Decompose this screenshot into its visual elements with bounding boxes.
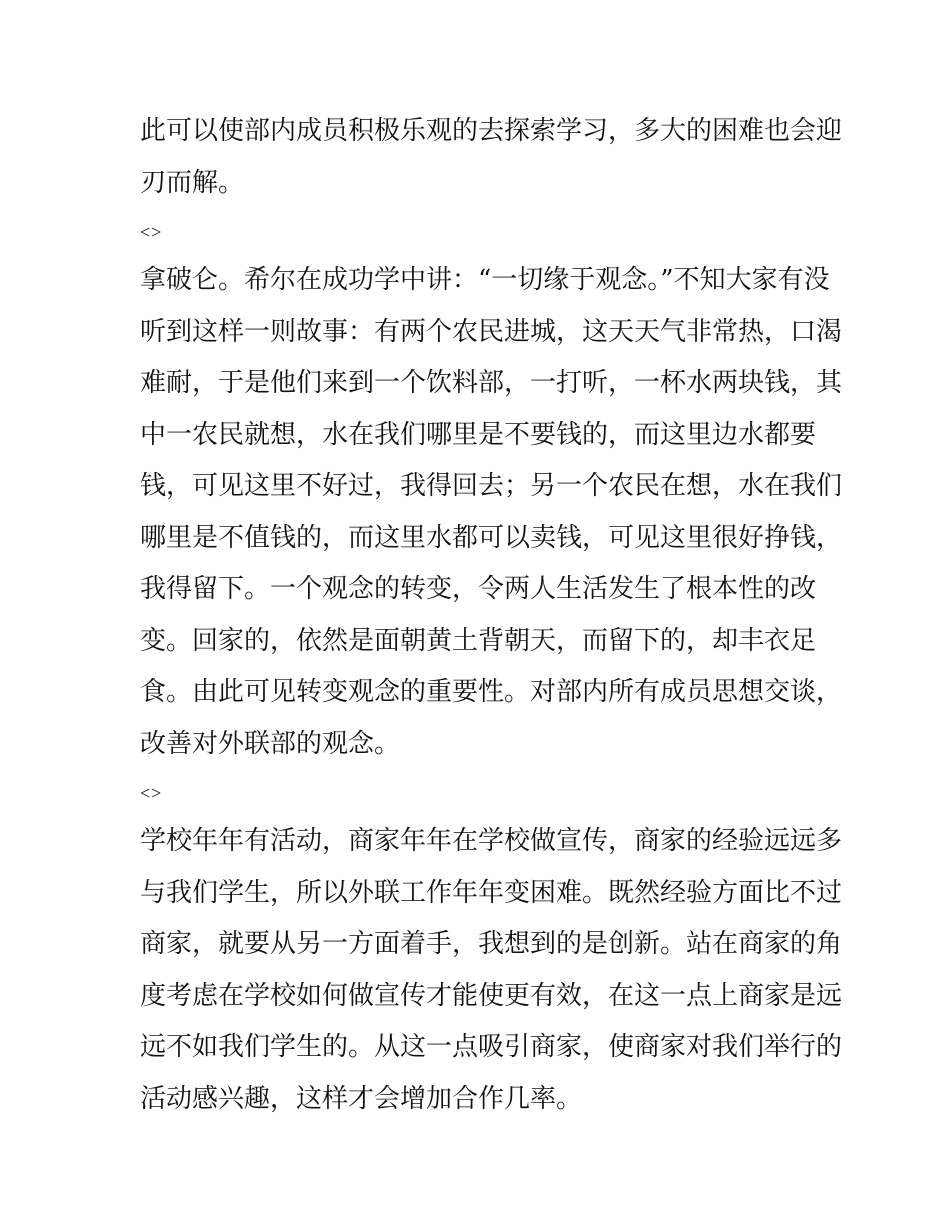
text-line: 拿破仑。希尔在成功学中讲：“一切缘于观念。”不知大家有没 bbox=[140, 265, 830, 295]
document-body bbox=[140, 106, 843, 1125]
text-line: 商家，就要从另一方面着手，我想到的是创新。站在商家的角 bbox=[140, 929, 843, 959]
text-line: 我得留下。一个观念的转变，令两人生活发生了根本性的改 bbox=[140, 574, 817, 604]
text-line: 改善对外联部的观念。 bbox=[140, 728, 401, 759]
text-line: 度考虑在学校如何做宣传才能使更有效，在这一点上商家是远 bbox=[140, 980, 843, 1011]
text-line: 钱，可见这里不好过，我得回去；另一个农民在想，水在我们 bbox=[140, 471, 843, 501]
text-line: 与我们学生，所以外联工作年年变困难。既然经验方面比不过 bbox=[140, 877, 843, 908]
text-line: 哪里是不值钱的，而这里水都可以卖钱，可见这里很好挣钱， bbox=[140, 522, 843, 553]
text-line: 难耐，于是他们来到一个饮料部，一打听，一杯水两块钱，其 bbox=[140, 368, 843, 398]
text-line: 活动感兴趣，这样才会增加合作几率。 bbox=[140, 1083, 583, 1114]
text-line: 食。由此可见转变观念的重要性。对部内所有成员思想交谈， bbox=[140, 677, 843, 707]
paragraph-innovation bbox=[140, 816, 843, 1125]
text-line: 远不如我们学生的。从这一点吸引商家，使商家对我们举行的 bbox=[140, 1032, 843, 1062]
text-line: 中一农民就想，水在我们哪里是不要钱的，而这里边水都要 bbox=[140, 419, 817, 450]
text-line: 学校年年有活动，商家年年在学校做宣传，商家的经验远远多 bbox=[140, 826, 843, 856]
text-line: 听到这样一则故事：有两个农民进城，这天天气非常热，口渴 bbox=[140, 316, 843, 347]
paragraph-continued bbox=[140, 106, 843, 209]
text-line: 变。回家的，依然是面朝黄土背朝天，而留下的，却丰衣足 bbox=[140, 625, 817, 656]
text-line: 此可以使部内成员积极乐观的去探索学习，多大的困难也会迎 bbox=[140, 116, 843, 146]
section-marker: <> bbox=[140, 222, 163, 242]
text-line: 刃而解。 bbox=[140, 167, 245, 198]
section-marker: <> bbox=[140, 783, 163, 803]
paragraph-napoleon-hill-story bbox=[140, 255, 843, 770]
